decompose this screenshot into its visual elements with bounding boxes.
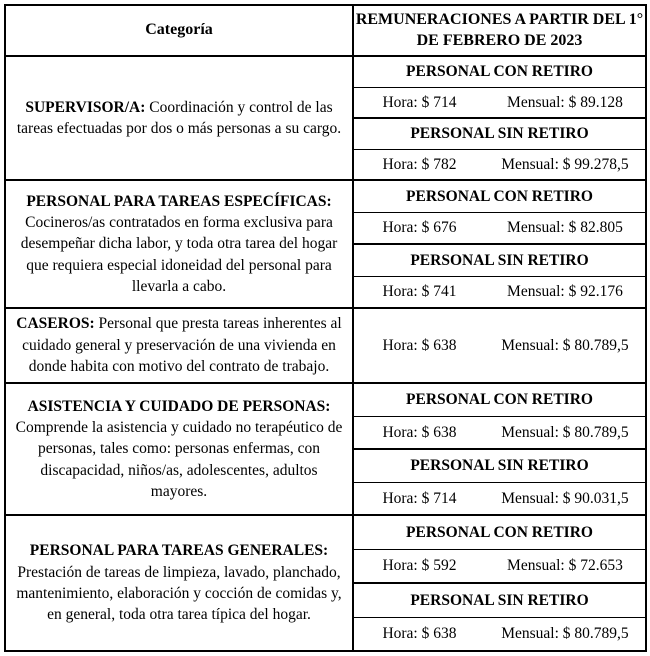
mensual-value: Mensual: $ 90.031,5 [501, 489, 629, 507]
mensual-value: Mensual: $ 82.805 [507, 219, 623, 237]
category-cell-supervisor [5, 56, 353, 180]
sin-retiro-header-asistencia: PERSONAL SIN RETIRO [353, 449, 646, 482]
mensual-value: Mensual: $ 89.128 [507, 93, 623, 111]
category-title-caseros: CASEROS: [16, 315, 95, 333]
remuneration-column-header [353, 5, 646, 56]
category-title-asistencia: ASISTENCIA Y CUIDADO DE PERSONAS: [27, 397, 331, 415]
category-column-header: Categoría [5, 5, 353, 56]
sin-retiro-header-tareas-generales: PERSONAL SIN RETIRO [353, 583, 646, 617]
mensual-value: Mensual: $ 72.653 [507, 557, 623, 575]
mensual-value: Mensual: $ 80.789,5 [501, 625, 629, 643]
category-description-caseros: Personal que presta tareas inherentes al cuidado general y preservación de una vivienda en donde habita con motivo del contrato de trabajo. [22, 315, 342, 376]
sin-retiro-rates-tareas-especificas [353, 276, 646, 308]
category-title-supervisor: SUPERVISOR/A: [25, 98, 146, 116]
hora-value: Hora: $ 782 [382, 155, 457, 173]
sin-retiro-header-tareas-especificas: PERSONAL SIN RETIRO [353, 244, 646, 276]
sin-retiro-rates-supervisor [353, 149, 646, 180]
hora-value: Hora: $ 676 [382, 219, 457, 237]
hora-value: Hora: $ 741 [382, 283, 457, 301]
category-cell-tareas-generales [5, 515, 353, 651]
con-retiro-header-asistencia: PERSONAL CON RETIRO [353, 383, 646, 416]
mensual-value: Mensual: $ 80.789,5 [501, 336, 629, 354]
category-description-supervisor: Coordinación y control de las tareas efectuadas por dos o más personas a su cargo. [16, 98, 342, 137]
category-title-tareas-generales: PERSONAL PARA TAREAS GENERALES: [29, 542, 329, 560]
hora-value: Hora: $ 638 [382, 625, 457, 643]
sin-retiro-rates-asistencia [353, 482, 646, 515]
con-retiro-rates-supervisor [353, 87, 646, 118]
sin-retiro-rates-tareas-generales [353, 617, 646, 651]
remuneration-table [4, 4, 647, 652]
hora-value: Hora: $ 714 [382, 489, 457, 507]
hora-value: Hora: $ 714 [382, 93, 457, 111]
mensual-value: Mensual: $ 99.278,5 [501, 155, 629, 173]
hora-value: Hora: $ 638 [382, 423, 457, 441]
category-description-tareas-generales: Prestación de tareas de limpieza, lavado, planchado, mantenimiento, elaboración y cocción de comidas y, en general, toda otra tarea típica del hogar. [16, 563, 342, 624]
con-retiro-rates-tareas-especificas [353, 212, 646, 244]
category-title-tareas-especificas: PERSONAL PARA TAREAS ESPECÍFICAS: [26, 192, 332, 210]
rates-caseros [353, 308, 646, 383]
con-retiro-header-supervisor: PERSONAL CON RETIRO [353, 56, 646, 87]
sin-retiro-header-supervisor: PERSONAL SIN RETIRO [353, 118, 646, 149]
category-cell-caseros [5, 308, 353, 383]
category-cell-tareas-especificas [5, 180, 353, 308]
remuneration-header-line2: DE FEBRERO DE 2023 [416, 31, 583, 49]
mensual-value: Mensual: $ 80.789,5 [501, 423, 629, 441]
con-retiro-rates-asistencia [353, 416, 646, 449]
remuneration-header-line1: REMUNERACIONES A PARTIR DEL 1° [355, 10, 644, 28]
category-description-asistencia: Comprende la asistencia y cuidado no terapéutico de personas, tales como: personas enfermas, con discapacidad, niños/as, adolescentes, adultos mayores. [15, 418, 343, 501]
con-retiro-header-tareas-especificas: PERSONAL CON RETIRO [353, 180, 646, 212]
con-retiro-rates-tareas-generales [353, 549, 646, 583]
hora-value: Hora: $ 592 [382, 557, 457, 575]
con-retiro-header-tareas-generales: PERSONAL CON RETIRO [353, 515, 646, 549]
mensual-value: Mensual: $ 92.176 [507, 283, 623, 301]
category-description-tareas-especificas: Cocineros/as contratados en forma exclusiva para desempeñar dicha labor, y toda otra tarea del hogar que requiera especial idoneidad del personal para llevarla a cabo. [20, 213, 338, 296]
hora-value: Hora: $ 638 [382, 336, 457, 354]
category-cell-asistencia [5, 383, 353, 515]
